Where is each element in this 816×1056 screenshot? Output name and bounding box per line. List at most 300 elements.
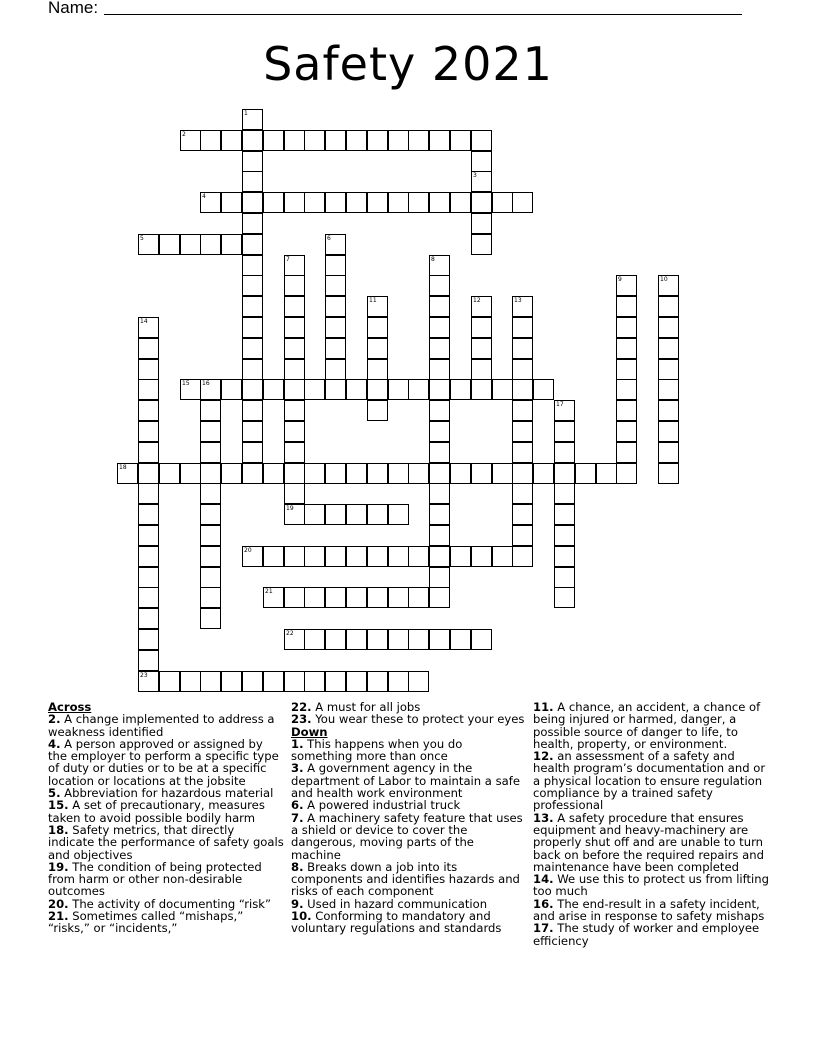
clue-number: 16.: [533, 896, 554, 911]
cell-number: 6: [327, 235, 331, 242]
grid-cell[interactable]: [367, 400, 388, 421]
grid-cell[interactable]: [138, 567, 159, 588]
grid-cell[interactable]: [284, 546, 305, 567]
grid-cell[interactable]: [263, 192, 284, 213]
grid-cell[interactable]: [221, 234, 242, 255]
grid-cell[interactable]: [429, 275, 450, 296]
grid-cell[interactable]: [200, 608, 221, 629]
grid-cell[interactable]: [429, 525, 450, 546]
grid-cell[interactable]: [284, 463, 305, 484]
grid-cell[interactable]: [138, 587, 159, 608]
grid-cell[interactable]: [180, 463, 201, 484]
grid-cell[interactable]: [263, 463, 284, 484]
cell-number: 1: [244, 110, 248, 117]
grid-cell[interactable]: [242, 359, 263, 380]
grid-cell[interactable]: [554, 587, 575, 608]
clue-number: 8.: [291, 859, 304, 874]
cell-number: 9: [618, 276, 622, 283]
grid-cell[interactable]: [388, 546, 409, 567]
clue-number: 7.: [291, 810, 304, 825]
grid-cell[interactable]: [200, 234, 221, 255]
clue-text: A machinery safety feature that uses a shield or device to cover the dangerous, moving parts of the machine: [291, 810, 523, 862]
grid-cell[interactable]: [304, 130, 325, 151]
grid-cell[interactable]: [284, 400, 305, 421]
cell-number: 20: [244, 547, 252, 554]
grid-cell[interactable]: [388, 192, 409, 213]
grid-cell[interactable]: [471, 546, 492, 567]
grid-cell[interactable]: [200, 671, 221, 692]
grid-cell[interactable]: [450, 546, 471, 567]
across-header: Across: [48, 700, 92, 714]
grid-cell[interactable]: [325, 546, 346, 567]
grid-cell[interactable]: [304, 587, 325, 608]
cell-number: 5: [140, 235, 144, 242]
grid-cell[interactable]: [658, 421, 679, 442]
grid-cell[interactable]: [284, 442, 305, 463]
grid-cell[interactable]: [512, 463, 533, 484]
grid-cell[interactable]: [263, 546, 284, 567]
clue-item: [291, 713, 527, 725]
grid-cell[interactable]: [304, 192, 325, 213]
cell-number: 18: [119, 464, 127, 471]
grid-cell[interactable]: [533, 463, 554, 484]
cell-number: 11: [369, 297, 377, 304]
grid-cell[interactable]: [325, 255, 346, 276]
grid-cell[interactable]: [658, 338, 679, 359]
grid-cell[interactable]: [138, 359, 159, 380]
grid-cell[interactable]: [200, 130, 221, 151]
grid-cell[interactable]: [284, 338, 305, 359]
clue-number: 18.: [48, 822, 69, 837]
grid-cell[interactable]: [616, 359, 637, 380]
grid-cell[interactable]: [221, 463, 242, 484]
grid-cell[interactable]: [346, 546, 367, 567]
grid-cell[interactable]: [388, 671, 409, 692]
grid-cell[interactable]: [429, 130, 450, 151]
down-header: Down: [291, 724, 328, 739]
clue-text: A government agency in the department of Labor to maintain a safe and health work environment: [291, 761, 520, 801]
puzzle-title: Safety 2021: [263, 37, 553, 91]
grid-cell[interactable]: [554, 504, 575, 525]
grid-cell[interactable]: [429, 567, 450, 588]
grid-cell[interactable]: [658, 442, 679, 463]
clue-text: Sometimes called “mishaps,” “risks,” or “incidents,”: [48, 909, 244, 936]
grid-cell[interactable]: [242, 130, 263, 151]
grid-cell[interactable]: [242, 192, 263, 213]
grid-cell[interactable]: [554, 525, 575, 546]
cell-number: 14: [140, 318, 148, 325]
clue-number: 10.: [291, 909, 312, 924]
grid-cell[interactable]: [138, 442, 159, 463]
grid-cell[interactable]: [221, 130, 242, 151]
grid-cell[interactable]: [242, 151, 263, 172]
clue-item: [48, 738, 284, 787]
grid-cell[interactable]: [242, 317, 263, 338]
grid-cell[interactable]: [450, 463, 471, 484]
grid-cell[interactable]: [554, 463, 575, 484]
clue-text: A safety procedure that ensures equipment and heavy-machinery are properly shut off and are unable to turn back on before the required repairs and maintenance have been completed: [533, 810, 764, 874]
grid-cell[interactable]: [138, 608, 159, 629]
clue-text: A change implemented to address a weakness identified: [48, 712, 275, 739]
grid-cell[interactable]: [471, 379, 492, 400]
clue-number: 17.: [533, 921, 554, 936]
grid-cell[interactable]: [242, 442, 263, 463]
grid-cell[interactable]: [284, 671, 305, 692]
grid-cell[interactable]: [471, 151, 492, 172]
grid-cell[interactable]: [658, 463, 679, 484]
grid-cell[interactable]: [471, 130, 492, 151]
grid-cell[interactable]: [492, 463, 513, 484]
grid-cell[interactable]: [554, 421, 575, 442]
grid-cell[interactable]: [242, 379, 263, 400]
grid-cell[interactable]: [200, 567, 221, 588]
clue-number: 5.: [48, 786, 61, 801]
grid-cell[interactable]: [429, 338, 450, 359]
grid-cell[interactable]: [200, 546, 221, 567]
cell-number: 4: [202, 193, 206, 200]
grid-cell[interactable]: [304, 379, 325, 400]
grid-cell[interactable]: [242, 338, 263, 359]
grid-cell[interactable]: [408, 192, 429, 213]
clue-number: 12.: [533, 749, 554, 764]
grid-cell[interactable]: [616, 296, 637, 317]
grid-cell[interactable]: [429, 504, 450, 525]
grid-cell[interactable]: [616, 379, 637, 400]
grid-cell[interactable]: [658, 379, 679, 400]
grid-cell[interactable]: [429, 442, 450, 463]
grid-cell[interactable]: [429, 296, 450, 317]
grid-cell[interactable]: [138, 546, 159, 567]
grid-cell[interactable]: [242, 671, 263, 692]
grid-cell[interactable]: [221, 379, 242, 400]
clue-text: A powered industrial truck: [303, 798, 461, 813]
grid-cell[interactable]: [325, 359, 346, 380]
clue-number: 23.: [291, 712, 312, 727]
grid-cell[interactable]: [367, 359, 388, 380]
grid-cell[interactable]: [367, 463, 388, 484]
grid-cell[interactable]: [325, 192, 346, 213]
grid-cell[interactable]: [616, 421, 637, 442]
grid-cell[interactable]: [512, 192, 533, 213]
clue-number: 6.: [291, 798, 304, 813]
grid-cell[interactable]: [429, 483, 450, 504]
clue-text: We use this to protect us from lifting too much: [533, 872, 769, 899]
grid-cell[interactable]: [429, 317, 450, 338]
grid-cell[interactable]: [325, 379, 346, 400]
grid-cell[interactable]: [200, 525, 221, 546]
grid-cell[interactable]: [325, 275, 346, 296]
clue-text: This happens when you do something more than once: [291, 736, 463, 764]
grid-cell[interactable]: [429, 587, 450, 608]
clue-item: [48, 861, 284, 898]
grid-cell[interactable]: [450, 379, 471, 400]
grid-cell[interactable]: [512, 525, 533, 546]
cell-number: 10: [660, 276, 668, 283]
grid-cell[interactable]: [388, 629, 409, 650]
grid-cell[interactable]: [388, 587, 409, 608]
grid-cell[interactable]: [159, 234, 180, 255]
grid-cell[interactable]: [554, 546, 575, 567]
grid-cell[interactable]: [512, 379, 533, 400]
clue-number: 20.: [48, 896, 69, 911]
grid-cell[interactable]: [367, 130, 388, 151]
grid-cell[interactable]: [429, 629, 450, 650]
grid-cell[interactable]: [138, 379, 159, 400]
grid-cell[interactable]: [325, 629, 346, 650]
grid-cell[interactable]: [346, 379, 367, 400]
grid-cell[interactable]: [325, 130, 346, 151]
grid-cell[interactable]: [200, 421, 221, 442]
grid-cell[interactable]: [429, 400, 450, 421]
grid-cell[interactable]: [367, 504, 388, 525]
grid-cell[interactable]: [471, 234, 492, 255]
clue-number: 15.: [48, 798, 69, 813]
grid-cell[interactable]: [284, 130, 305, 151]
grid-cell[interactable]: [242, 255, 263, 276]
grid-cell[interactable]: [658, 400, 679, 421]
cell-number: 12: [473, 297, 481, 304]
grid-cell[interactable]: [367, 317, 388, 338]
clue-number: 1.: [291, 736, 304, 751]
cell-number: 3: [473, 172, 477, 179]
grid-cell[interactable]: [138, 504, 159, 525]
grid-cell[interactable]: [138, 338, 159, 359]
grid-cell[interactable]: [346, 587, 367, 608]
grid-cell[interactable]: [346, 504, 367, 525]
grid-cell[interactable]: [512, 359, 533, 380]
grid-cell[interactable]: [471, 463, 492, 484]
clue-column-1: [48, 701, 284, 935]
cell-number: 17: [556, 401, 564, 408]
clue-number: 22.: [291, 700, 312, 714]
clue-item: [291, 738, 527, 763]
grid-cell[interactable]: [388, 379, 409, 400]
grid-cell[interactable]: [471, 629, 492, 650]
grid-cell[interactable]: [408, 379, 429, 400]
grid-cell[interactable]: [304, 546, 325, 567]
grid-cell[interactable]: [533, 379, 554, 400]
cell-number: 8: [431, 256, 435, 263]
grid-cell[interactable]: [325, 296, 346, 317]
clue-text: Safety metrics, that directly indicate the performance of safety goals and objectives: [48, 822, 284, 862]
clue-item: [533, 701, 769, 750]
grid-cell[interactable]: [367, 671, 388, 692]
grid-cell[interactable]: [658, 359, 679, 380]
grid-cell[interactable]: [159, 463, 180, 484]
grid-cell[interactable]: [471, 359, 492, 380]
grid-cell[interactable]: [200, 483, 221, 504]
grid-cell[interactable]: [367, 587, 388, 608]
grid-cell[interactable]: [429, 546, 450, 567]
grid-cell[interactable]: [388, 463, 409, 484]
grid-cell[interactable]: [429, 192, 450, 213]
grid-cell[interactable]: [554, 483, 575, 504]
grid-cell[interactable]: [658, 296, 679, 317]
clue-text: You wear these to protect your eyes: [311, 712, 525, 727]
grid-cell[interactable]: [367, 192, 388, 213]
grid-cell[interactable]: [325, 587, 346, 608]
grid-cell[interactable]: [492, 192, 513, 213]
grid-cell[interactable]: [512, 483, 533, 504]
grid-cell[interactable]: [616, 442, 637, 463]
grid-cell[interactable]: [200, 400, 221, 421]
grid-cell[interactable]: [346, 671, 367, 692]
grid-cell[interactable]: [263, 130, 284, 151]
clue-text: an assessment of a safety and health program’s documentation and or a physical location to ensure regulation compliance by a trained safety professional: [533, 749, 766, 813]
grid-cell[interactable]: [512, 338, 533, 359]
name-label: Name:: [48, 0, 99, 17]
grid-cell[interactable]: [221, 671, 242, 692]
grid-cell[interactable]: [429, 421, 450, 442]
clue-item: [533, 873, 769, 898]
grid-cell[interactable]: [284, 359, 305, 380]
grid-cell[interactable]: [138, 525, 159, 546]
grid-cell[interactable]: [284, 483, 305, 504]
grid-cell[interactable]: [138, 421, 159, 442]
grid-cell[interactable]: [304, 504, 325, 525]
grid-cell[interactable]: [180, 234, 201, 255]
clue-text: The end-result in a safety incident, and arise in response to safety mishaps: [533, 896, 765, 924]
grid-cell[interactable]: [554, 442, 575, 463]
grid-cell[interactable]: [471, 192, 492, 213]
grid-cell[interactable]: [616, 317, 637, 338]
cell-number: 23: [140, 672, 148, 679]
grid-cell[interactable]: [284, 275, 305, 296]
clue-item: [48, 799, 284, 824]
grid-cell[interactable]: [346, 629, 367, 650]
grid-cell[interactable]: [575, 463, 596, 484]
grid-cell[interactable]: [346, 130, 367, 151]
grid-cell[interactable]: [408, 130, 429, 151]
grid-cell[interactable]: [512, 317, 533, 338]
grid-cell[interactable]: [616, 400, 637, 421]
clue-number: 14.: [533, 872, 554, 887]
grid-cell[interactable]: [512, 400, 533, 421]
grid-cell[interactable]: [325, 463, 346, 484]
grid-cell[interactable]: [408, 546, 429, 567]
grid-cell[interactable]: [200, 587, 221, 608]
grid-cell[interactable]: [325, 504, 346, 525]
grid-cell[interactable]: [200, 463, 221, 484]
grid-cell[interactable]: [492, 379, 513, 400]
grid-cell[interactable]: [512, 442, 533, 463]
grid-cell[interactable]: [325, 317, 346, 338]
grid-cell[interactable]: [325, 338, 346, 359]
grid-cell[interactable]: [616, 463, 637, 484]
grid-cell[interactable]: [242, 213, 263, 234]
grid-cell[interactable]: [159, 671, 180, 692]
grid-cell[interactable]: [616, 338, 637, 359]
grid-cell[interactable]: [367, 546, 388, 567]
grid-cell[interactable]: [138, 629, 159, 650]
clue-item: [533, 750, 769, 811]
grid-cell[interactable]: [450, 130, 471, 151]
grid-cell[interactable]: [408, 629, 429, 650]
grid-cell[interactable]: [138, 400, 159, 421]
clue-item: [533, 898, 769, 923]
grid-cell[interactable]: [512, 421, 533, 442]
grid-cell[interactable]: [180, 671, 201, 692]
grid-cell[interactable]: [367, 629, 388, 650]
cell-number: 13: [514, 297, 522, 304]
grid-cell[interactable]: [429, 379, 450, 400]
grid-cell[interactable]: [658, 317, 679, 338]
grid-cell[interactable]: [242, 275, 263, 296]
grid-cell[interactable]: [408, 671, 429, 692]
grid-cell[interactable]: [492, 546, 513, 567]
grid-cell[interactable]: [450, 192, 471, 213]
grid-cell[interactable]: [242, 421, 263, 442]
clue-number: 9.: [291, 896, 304, 911]
clue-text: Used in hazard communication: [303, 896, 488, 911]
grid-cell[interactable]: [304, 463, 325, 484]
grid-cell[interactable]: [554, 567, 575, 588]
grid-cell[interactable]: [346, 192, 367, 213]
grid-cell[interactable]: [346, 463, 367, 484]
grid-cell[interactable]: [471, 213, 492, 234]
grid-cell[interactable]: [242, 234, 263, 255]
grid-cell[interactable]: [512, 504, 533, 525]
grid-cell[interactable]: [596, 463, 617, 484]
grid-cell[interactable]: [263, 379, 284, 400]
clue-text: A person approved or assigned by the employer to perform a specific type of duty or duties or to be at a specific location or locations at the jobsite: [48, 736, 279, 788]
cell-number: 15: [182, 380, 190, 387]
grid-cell[interactable]: [138, 650, 159, 671]
cell-number: 21: [265, 588, 273, 595]
grid-cell[interactable]: [200, 442, 221, 463]
grid-cell[interactable]: [242, 400, 263, 421]
grid-cell[interactable]: [512, 546, 533, 567]
grid-cell[interactable]: [471, 338, 492, 359]
grid-cell[interactable]: [429, 359, 450, 380]
grid-cell[interactable]: [284, 379, 305, 400]
clue-item: [291, 910, 527, 935]
grid-cell[interactable]: [450, 629, 471, 650]
grid-cell[interactable]: [429, 463, 450, 484]
grid-cell[interactable]: [284, 192, 305, 213]
grid-cell[interactable]: [263, 671, 284, 692]
grid-cell[interactable]: [388, 504, 409, 525]
grid-cell[interactable]: [242, 296, 263, 317]
clue-number: 21.: [48, 909, 69, 924]
grid-cell[interactable]: [200, 504, 221, 525]
clue-text: The study of worker and employee efficiency: [533, 921, 760, 948]
grid-cell[interactable]: [284, 587, 305, 608]
grid-cell[interactable]: [242, 463, 263, 484]
grid-cell[interactable]: [325, 671, 346, 692]
clue-text: Breaks down a job into its components and identifies hazards and risks of each component: [291, 859, 520, 899]
grid-cell[interactable]: [388, 130, 409, 151]
grid-cell[interactable]: [284, 317, 305, 338]
grid-cell[interactable]: [221, 192, 242, 213]
clue-item: [48, 713, 284, 738]
grid-cell[interactable]: [367, 379, 388, 400]
grid-cell[interactable]: [138, 483, 159, 504]
grid-cell[interactable]: [242, 171, 263, 192]
grid-cell[interactable]: [408, 463, 429, 484]
clue-number: 11.: [533, 700, 554, 714]
grid-cell[interactable]: [284, 296, 305, 317]
grid-cell[interactable]: [408, 587, 429, 608]
grid-cell[interactable]: [304, 671, 325, 692]
clue-text: A chance, an accident, a chance of being injured or harmed, danger, a possible source of danger to life, to health, property, or environment.: [533, 700, 761, 751]
grid-cell[interactable]: [471, 317, 492, 338]
grid-cell[interactable]: [367, 338, 388, 359]
clue-item: [48, 824, 284, 861]
grid-cell[interactable]: [304, 629, 325, 650]
grid-cell[interactable]: [138, 463, 159, 484]
grid-cell[interactable]: [284, 421, 305, 442]
